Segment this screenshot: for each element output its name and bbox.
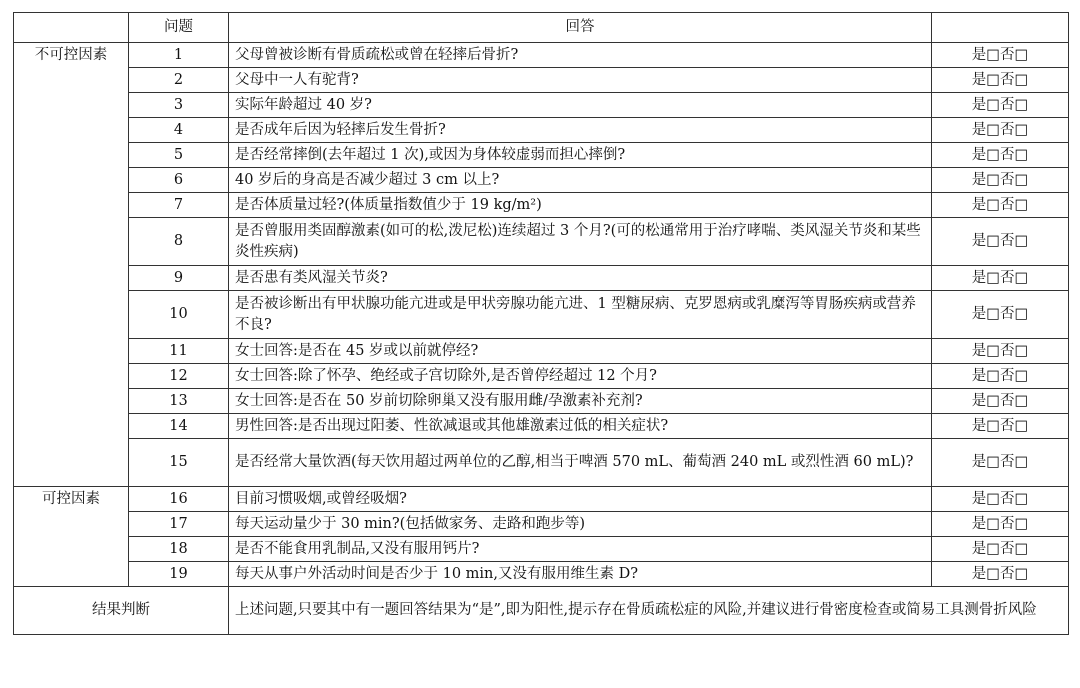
question-text: 父母曾被诊断有骨质疏松或曾在轻摔后骨折? [229, 43, 932, 68]
table-row [14, 93, 1069, 118]
header-answer [932, 13, 1069, 43]
question-text: 男性回答:是否出现过阳萎、性欲减退或其他雄激素过低的相关症状? [229, 414, 932, 439]
question-text: 每天从事户外活动时间是否少于 10 min,又没有服用维生素 D? [229, 562, 932, 587]
table-row [14, 193, 1069, 218]
question-number: 10 [129, 291, 229, 339]
result-row [14, 587, 1069, 635]
result-text: 上述问题,只要其中有一题回答结果为“是”,即为阳性,提示存在骨质疏松症的风险,并建议进行骨密度检查或简易工具测骨折风险 [229, 587, 1069, 635]
question-number: 15 [129, 439, 229, 487]
yes-no-answer[interactable]: 是□否□ [932, 143, 1069, 168]
question-text: 女士回答:是否在 45 岁或以前就停经? [229, 339, 932, 364]
table-row [14, 339, 1069, 364]
yes-no-answer[interactable]: 是□否□ [932, 389, 1069, 414]
question-text: 40 岁后的身高是否减少超过 3 cm 以上? [229, 168, 932, 193]
question-number: 4 [129, 118, 229, 143]
question-text: 目前习惯吸烟,或曾经吸烟? [229, 487, 932, 512]
category-uncontrollable: 不可控因素 [14, 43, 129, 487]
question-number: 7 [129, 193, 229, 218]
table-row [14, 218, 1069, 266]
table-row [14, 562, 1069, 587]
question-number: 16 [129, 487, 229, 512]
question-text: 父母中一人有驼背? [229, 68, 932, 93]
yes-no-answer[interactable]: 是□否□ [932, 291, 1069, 339]
table-row [14, 389, 1069, 414]
yes-no-answer[interactable]: 是□否□ [932, 439, 1069, 487]
question-text: 女士回答:除了怀孕、绝经或子宫切除外,是否曾停经超过 12 个月? [229, 364, 932, 389]
question-text: 是否经常大量饮酒(每天饮用超过两单位的乙醇,相当于啤酒 570 mL、葡萄酒 240 mL 或烈性酒 60 mL)? [229, 439, 932, 487]
question-number: 5 [129, 143, 229, 168]
question-text: 是否不能食用乳制品,又没有服用钙片? [229, 537, 932, 562]
osteoporosis-risk-table [13, 12, 1069, 635]
question-text: 每天运动量少于 30 min?(包括做家务、走路和跑步等) [229, 512, 932, 537]
question-number: 18 [129, 537, 229, 562]
yes-no-answer[interactable]: 是□否□ [932, 414, 1069, 439]
question-text: 女士回答:是否在 50 岁前切除卵巢又没有服用雌/孕激素补充剂? [229, 389, 932, 414]
yes-no-answer[interactable]: 是□否□ [932, 93, 1069, 118]
yes-no-answer[interactable]: 是□否□ [932, 118, 1069, 143]
header-category [14, 13, 129, 43]
question-number: 2 [129, 68, 229, 93]
question-number: 12 [129, 364, 229, 389]
category-result: 结果判断 [14, 587, 229, 635]
yes-no-answer[interactable]: 是□否□ [932, 218, 1069, 266]
question-text: 是否体质量过轻?(体质量指数值少于 19 kg/m²) [229, 193, 932, 218]
question-number: 6 [129, 168, 229, 193]
category-controllable: 可控因素 [14, 487, 129, 587]
yes-no-answer[interactable]: 是□否□ [932, 68, 1069, 93]
table-row [14, 414, 1069, 439]
table-row [14, 512, 1069, 537]
yes-no-answer[interactable]: 是□否□ [932, 339, 1069, 364]
header-number: 问题 [129, 13, 229, 43]
table-row [14, 43, 1069, 68]
yes-no-answer[interactable]: 是□否□ [932, 487, 1069, 512]
header-question: 回答 [229, 13, 932, 43]
question-number: 8 [129, 218, 229, 266]
question-number: 9 [129, 266, 229, 291]
yes-no-answer[interactable]: 是□否□ [932, 193, 1069, 218]
question-text: 实际年龄超过 40 岁? [229, 93, 932, 118]
yes-no-answer[interactable]: 是□否□ [932, 562, 1069, 587]
table-row [14, 168, 1069, 193]
question-number: 17 [129, 512, 229, 537]
question-number: 19 [129, 562, 229, 587]
yes-no-answer[interactable]: 是□否□ [932, 537, 1069, 562]
question-text: 是否曾服用类固醇激素(如可的松,泼尼松)连续超过 3 个月?(可的松通常用于治疗哮喘、类风湿关节炎和某些炎性疾病) [229, 218, 932, 266]
table-row [14, 439, 1069, 487]
table-row [14, 266, 1069, 291]
question-number: 14 [129, 414, 229, 439]
question-number: 13 [129, 389, 229, 414]
table-row [14, 143, 1069, 168]
yes-no-answer[interactable]: 是□否□ [932, 43, 1069, 68]
question-number: 11 [129, 339, 229, 364]
question-text: 是否成年后因为轻摔后发生骨折? [229, 118, 932, 143]
question-number: 1 [129, 43, 229, 68]
question-number: 3 [129, 93, 229, 118]
question-text: 是否经常摔倒(去年超过 1 次),或因为身体较虚弱而担心摔倒? [229, 143, 932, 168]
table-row [14, 487, 1069, 512]
question-text: 是否患有类风湿关节炎? [229, 266, 932, 291]
table-row [14, 68, 1069, 93]
yes-no-answer[interactable]: 是□否□ [932, 168, 1069, 193]
table-row [14, 537, 1069, 562]
yes-no-answer[interactable]: 是□否□ [932, 364, 1069, 389]
yes-no-answer[interactable]: 是□否□ [932, 512, 1069, 537]
question-text: 是否被诊断出有甲状腺功能亢进或是甲状旁腺功能亢进、1 型糖尿病、克罗恩病或乳糜泻等胃肠疾病或营养不良? [229, 291, 932, 339]
table-row [14, 291, 1069, 339]
table-row [14, 118, 1069, 143]
table-row [14, 364, 1069, 389]
yes-no-answer[interactable]: 是□否□ [932, 266, 1069, 291]
header-row [14, 13, 1069, 43]
